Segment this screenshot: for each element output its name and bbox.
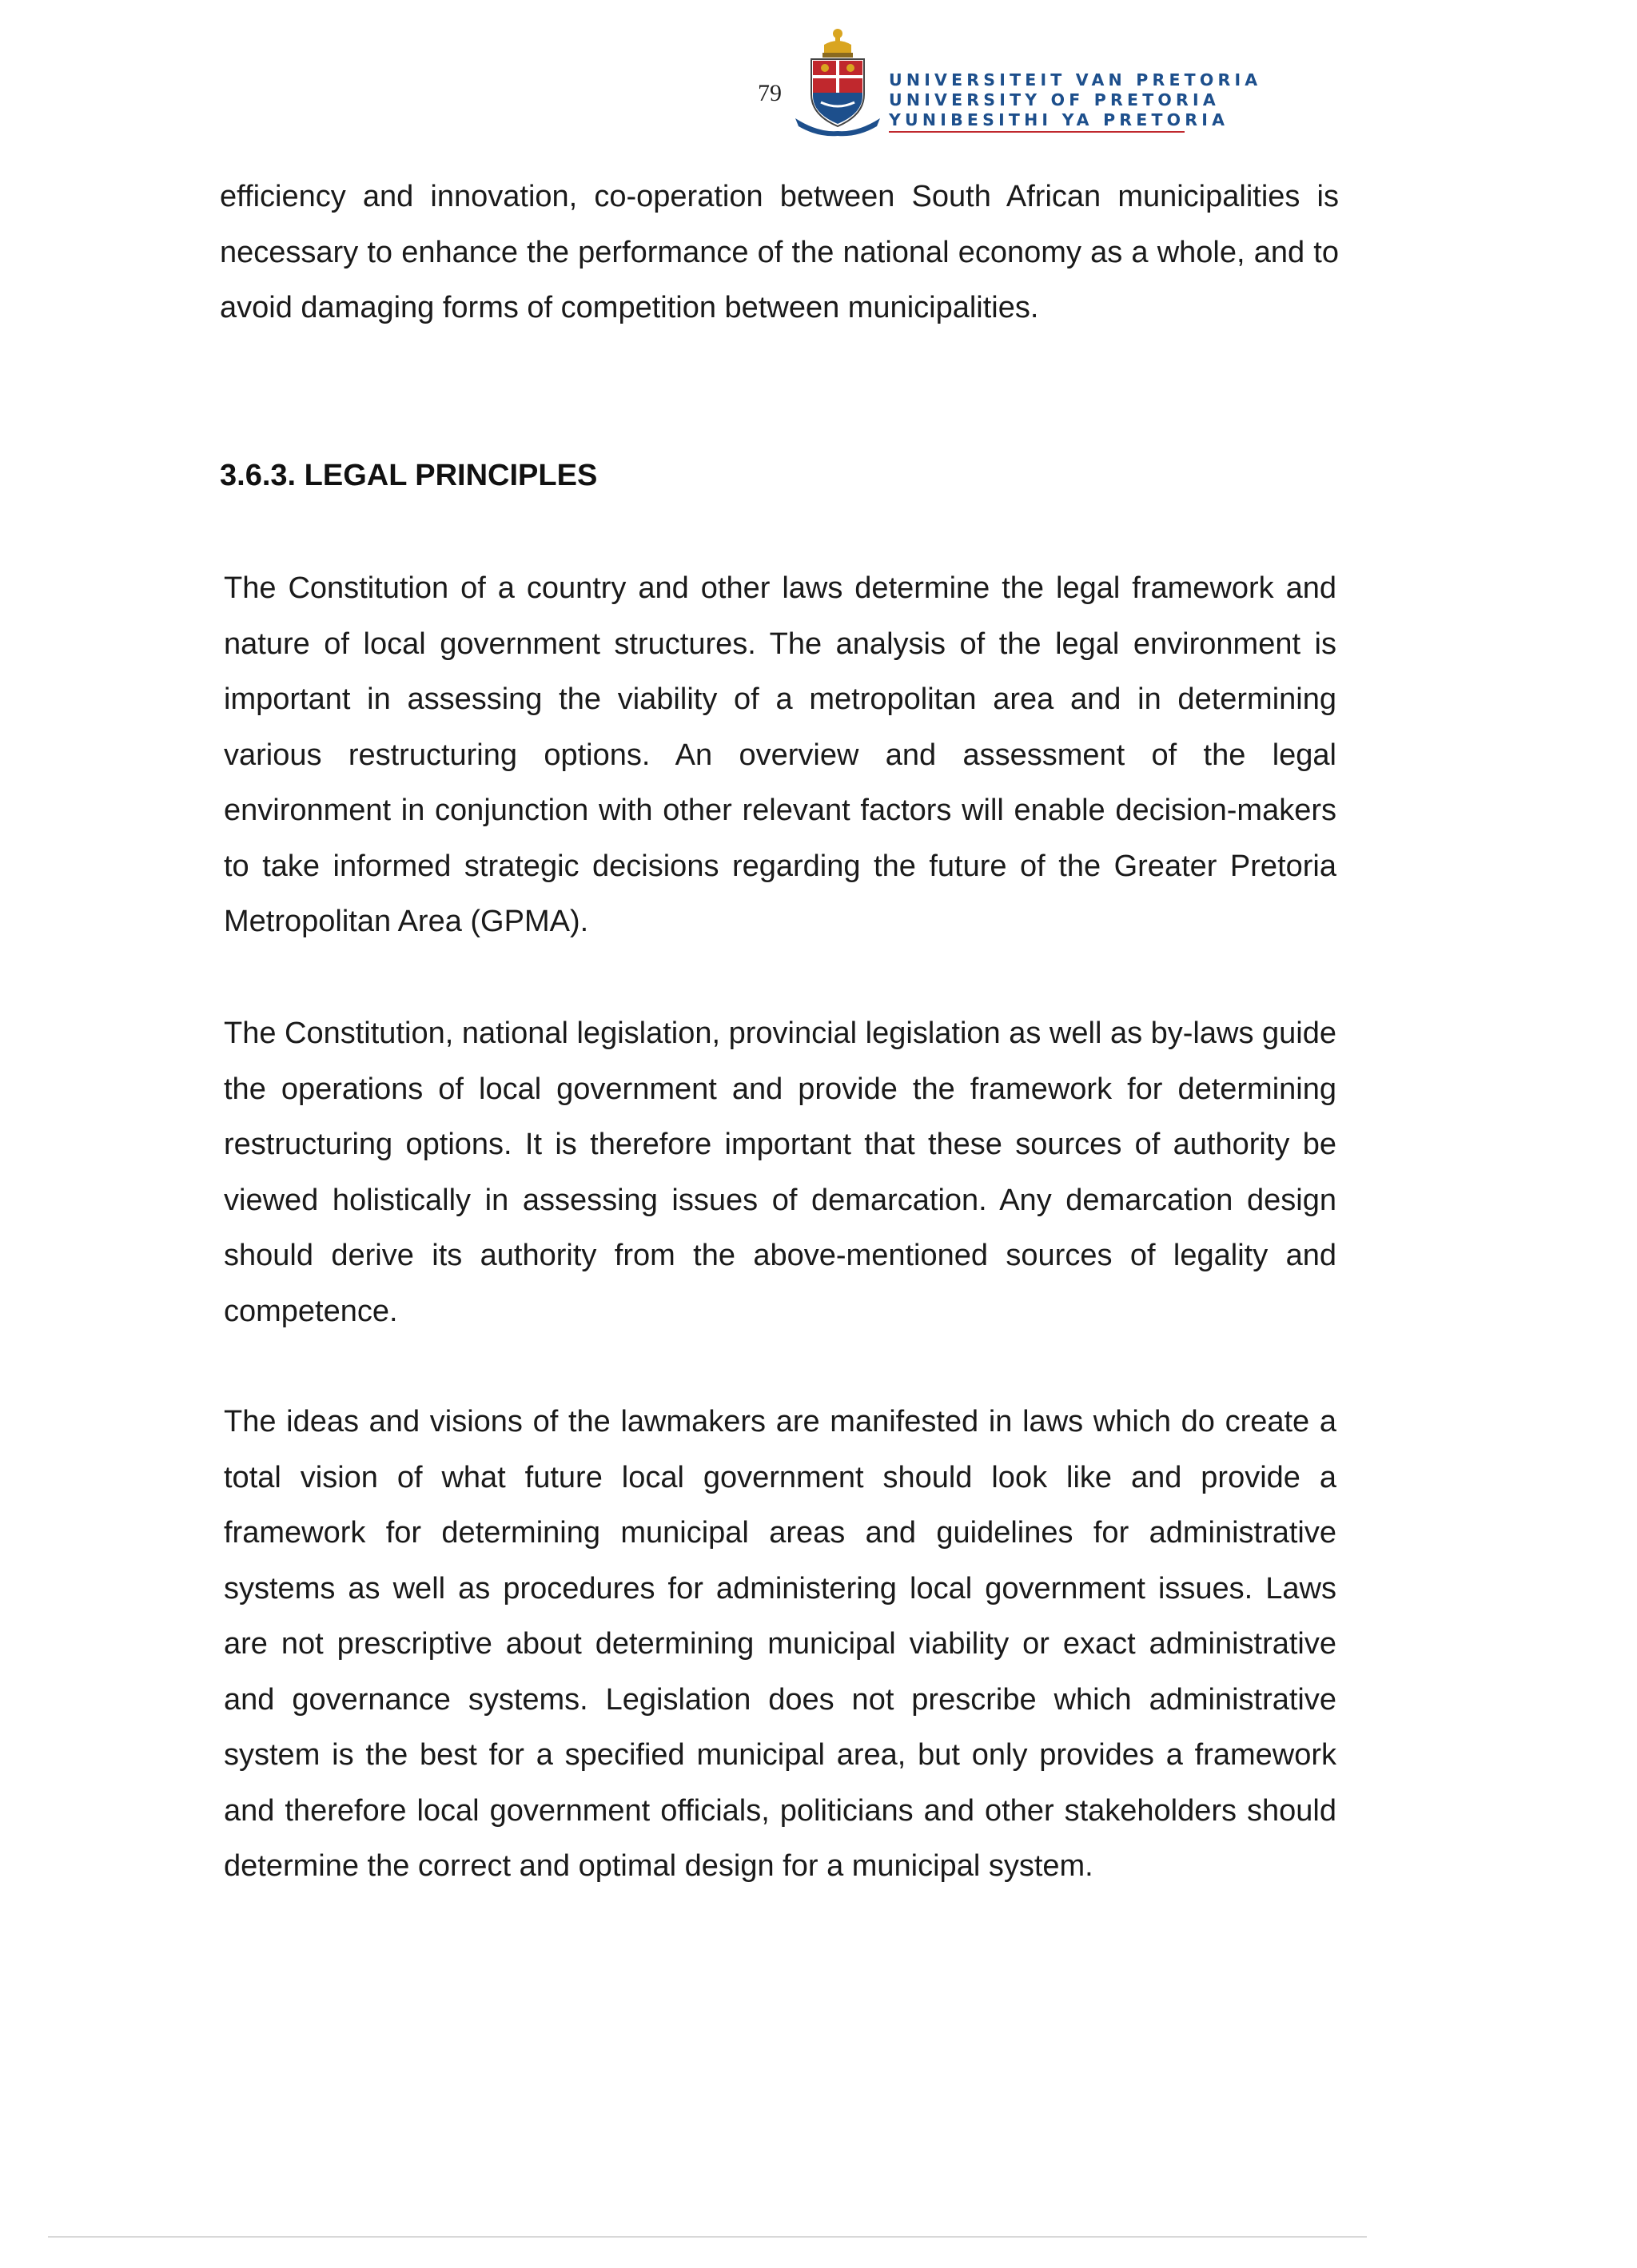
intro-paragraph: efficiency and innovation, co-operation between South African municipalities is necessary to enhance the performance of the national economy as a whole, and to avoid damaging forms of competition between municipalities.	[220, 180, 1339, 324]
paragraph-lawmakers-vision: The ideas and visions of the lawmakers are manifested in laws which do create a total vision of what future local government should look like and provide a framework for determining municipal areas and guidelines for administrative systems as well as procedures for administering local government issues. Laws are not prescriptive about determining municipal viability or exact administrative and governance systems. Legislation does not prescribe which administrative system is the best for a specified municipal area, but only provides a framework and therefore local government officials, politicians and other stakeholders should determine the correct and optimal design for a municipal system.	[224, 1405, 1336, 1883]
paragraph-legislation-sources: The Constitution, national legislation, provincial legislation as well as by-laws guide the operations of local government and provide the framework for determining restructuring options. It is therefore important that these sources of authority be viewed holistically in assessing issues of demarcation. Any demarcation design should derive its authority from the above-mentioned sources of legality and competence.	[224, 1017, 1336, 1328]
header-rule	[889, 131, 1185, 133]
page-number: 79	[758, 80, 782, 106]
page-header	[0, 0, 1637, 144]
section-heading: 3.6.3. LEGAL PRINCIPLES	[220, 459, 598, 492]
university-name-block	[889, 70, 1261, 130]
paragraph-legal-framework: The Constitution of a country and other laws determine the legal framework and nature of local government structures. The analysis of the legal environment is important in assessing the viability of a metropolitan area and in determining various restructuring options. An overview and assessment of the legal environment in conjunction with other relevant factors will enable decision-makers to take informed strategic decisions regarding the future of the Greater Pretoria Metropolitan Area (GPMA).	[224, 571, 1336, 938]
footer-rule	[48, 2236, 1367, 2238]
university-name-sepedi: YUNIBESITHI YA PRETORIA	[889, 110, 1229, 129]
university-name-english: UNIVERSITY OF PRETORIA	[889, 90, 1220, 109]
university-name-afrikaans: UNIVERSITEIT VAN PRETORIA	[889, 70, 1262, 90]
university-crest-icon	[794, 26, 882, 137]
